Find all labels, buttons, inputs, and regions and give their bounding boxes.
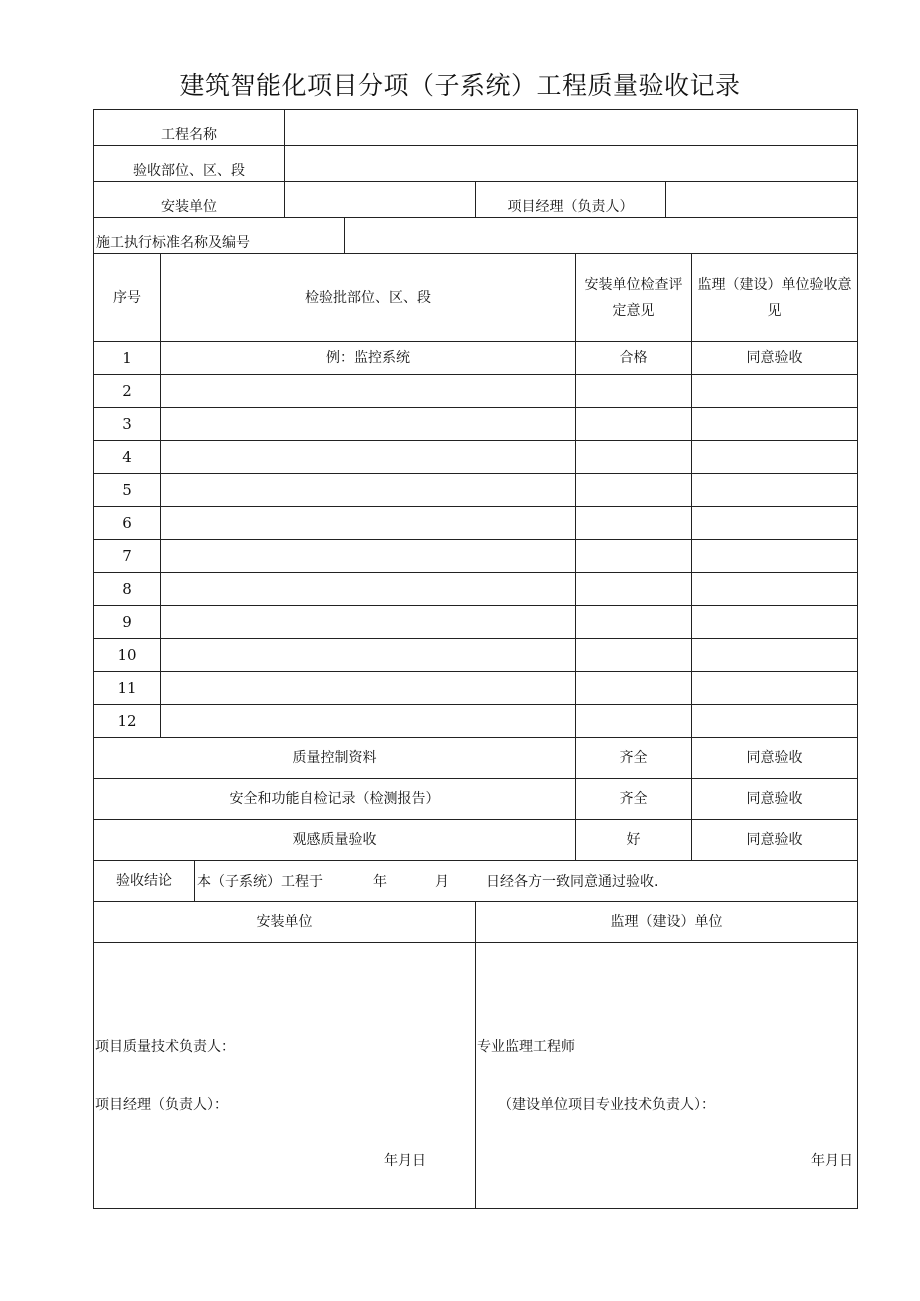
row-supervision[interactable] xyxy=(691,638,858,672)
summary-install-result: 齐全 xyxy=(575,737,692,779)
conclusion-text xyxy=(194,860,858,902)
row-supervision[interactable] xyxy=(691,473,858,507)
row-location[interactable] xyxy=(160,572,576,606)
row-supervision[interactable] xyxy=(691,506,858,540)
install-sign-date: 年月日 xyxy=(384,1153,426,1169)
install-pm-sign-label: 项目经理（负责人）： xyxy=(95,1097,228,1113)
row-install[interactable] xyxy=(575,704,692,738)
row-supervision[interactable] xyxy=(691,572,858,606)
row-location[interactable] xyxy=(160,539,576,573)
row-location[interactable] xyxy=(160,638,576,672)
row-install[interactable] xyxy=(575,374,692,408)
row-supervision[interactable] xyxy=(691,671,858,705)
row-seq: 5 xyxy=(93,473,161,507)
row-location[interactable] xyxy=(160,704,576,738)
location-label: 验收部位、区、段 xyxy=(93,145,285,182)
row-install[interactable] xyxy=(575,638,692,672)
project-name-label: 工程名称 xyxy=(93,109,285,146)
supervision-sign-date: 年月日 xyxy=(811,1153,853,1169)
project-manager-field[interactable] xyxy=(665,181,858,218)
row-seq: 11 xyxy=(93,671,161,705)
row-supervision[interactable]: 同意验收 xyxy=(691,341,858,375)
row-install[interactable] xyxy=(575,407,692,441)
row-location[interactable] xyxy=(160,440,576,474)
page-title: 建筑智能化项目分项（子系统）工程质量验收记录 xyxy=(179,71,741,100)
row-supervision[interactable] xyxy=(691,407,858,441)
row-install[interactable] xyxy=(575,440,692,474)
install-unit-sign-header: 安装单位 xyxy=(93,901,476,943)
supervision-engineer-label: 专业监理工程师 xyxy=(477,1039,575,1055)
conclusion-prefix: 本（子系统）工程于 xyxy=(197,874,323,890)
conclusion-year: 年 xyxy=(373,874,387,890)
row-location[interactable] xyxy=(160,605,576,639)
supervision-sign-block xyxy=(475,942,858,1209)
standard-field[interactable] xyxy=(344,217,858,254)
install-unit-field[interactable] xyxy=(284,181,476,218)
row-install[interactable] xyxy=(575,539,692,573)
summary-install-result: 齐全 xyxy=(575,778,692,820)
standard-label: 施工执行标准名称及编号 xyxy=(93,217,345,254)
row-seq: 12 xyxy=(93,704,161,738)
row-location[interactable] xyxy=(160,506,576,540)
row-seq: 6 xyxy=(93,506,161,540)
row-supervision[interactable] xyxy=(691,374,858,408)
col-seq-header: 序号 xyxy=(93,253,161,342)
row-seq: 2 xyxy=(93,374,161,408)
row-install[interactable]: 合格 xyxy=(575,341,692,375)
conclusion-month: 月 xyxy=(435,874,449,890)
owner-tech-lead-label: （建设单位项目专业技术负责人）： xyxy=(498,1097,715,1113)
summary-supervision-result: 同意验收 xyxy=(691,819,858,861)
supervision-unit-sign-header: 监理（建设）单位 xyxy=(475,901,858,943)
row-install[interactable] xyxy=(575,605,692,639)
summary-supervision-result: 同意验收 xyxy=(691,737,858,779)
col-supervision-opinion-header: 监理（建设）单位验收意见 xyxy=(691,253,858,342)
summary-item: 质量控制资料 xyxy=(93,737,576,779)
install-unit-label: 安装单位 xyxy=(93,181,285,218)
row-install[interactable] xyxy=(575,671,692,705)
row-location[interactable] xyxy=(160,407,576,441)
conclusion-label: 验收结论 xyxy=(93,860,195,902)
project-manager-label: 项目经理（负责人） xyxy=(475,181,666,218)
row-seq: 9 xyxy=(93,605,161,639)
row-seq: 8 xyxy=(93,572,161,606)
location-field[interactable] xyxy=(284,145,858,182)
row-seq: 10 xyxy=(93,638,161,672)
row-location[interactable] xyxy=(160,473,576,507)
row-seq: 4 xyxy=(93,440,161,474)
conclusion-suffix: 日经各方一致同意通过验收. xyxy=(486,874,659,890)
install-quality-lead-label: 项目质量技术负责人： xyxy=(95,1039,235,1055)
row-location[interactable] xyxy=(160,671,576,705)
acceptance-form xyxy=(94,110,859,1210)
row-supervision[interactable] xyxy=(691,539,858,573)
row-supervision[interactable] xyxy=(691,704,858,738)
summary-supervision-result: 同意验收 xyxy=(691,778,858,820)
row-location[interactable]: 例：监控系统 xyxy=(160,341,576,375)
install-sign-block xyxy=(93,942,476,1209)
summary-item: 观感质量验收 xyxy=(93,819,576,861)
col-install-opinion-header: 安装单位检查评定意见 xyxy=(575,253,692,342)
row-install[interactable] xyxy=(575,473,692,507)
row-seq: 1 xyxy=(93,341,161,375)
row-supervision[interactable] xyxy=(691,440,858,474)
row-seq: 7 xyxy=(93,539,161,573)
row-install[interactable] xyxy=(575,572,692,606)
summary-install-result: 好 xyxy=(575,819,692,861)
col-location-header: 检验批部位、区、段 xyxy=(160,253,576,342)
row-location[interactable] xyxy=(160,374,576,408)
project-name-field[interactable] xyxy=(284,109,858,146)
summary-item: 安全和功能自检记录（检测报告） xyxy=(93,778,576,820)
row-supervision[interactable] xyxy=(691,605,858,639)
row-seq: 3 xyxy=(93,407,161,441)
row-install[interactable] xyxy=(575,506,692,540)
